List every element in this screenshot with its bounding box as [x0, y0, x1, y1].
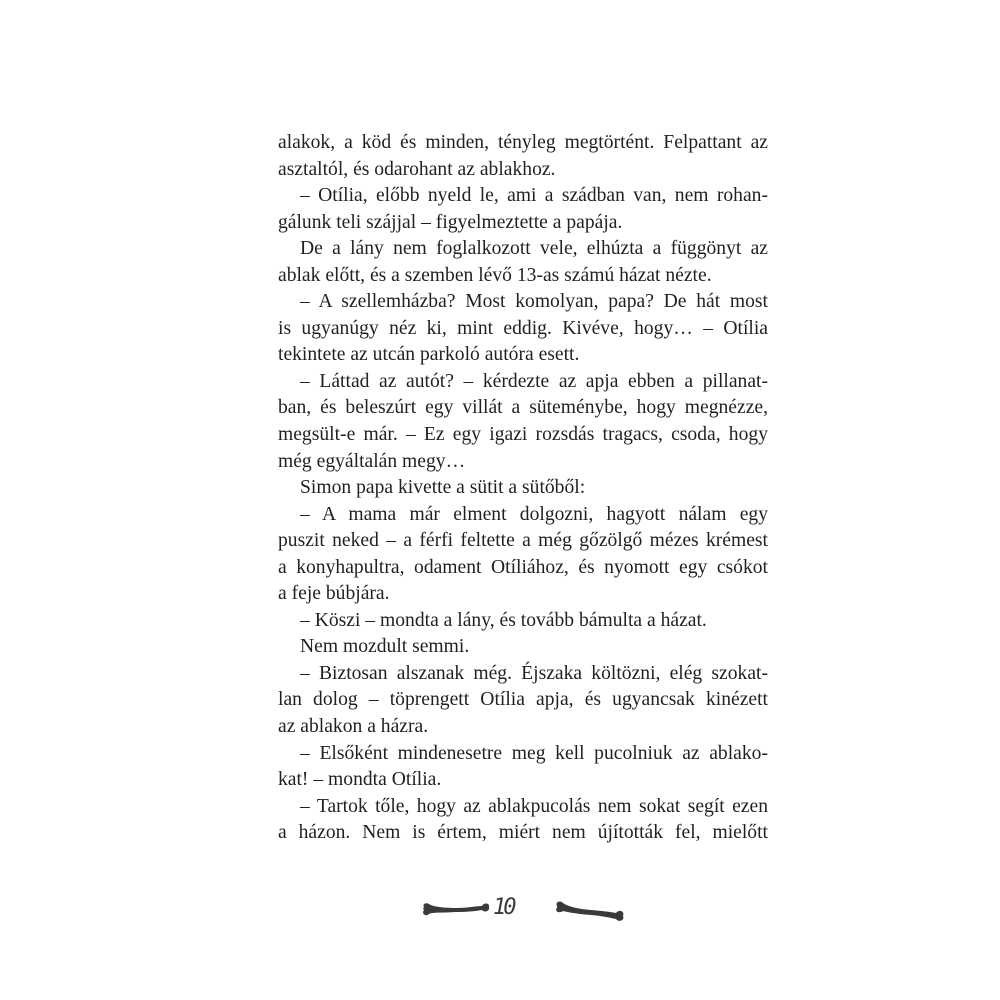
- text-line: – Köszi – mondta a lány, és tovább bámulta a házat.: [300, 609, 707, 631]
- text-line: megsült-e már. – Ez egy igazi rozsdás tragacs, csoda, hogy: [278, 424, 768, 446]
- page-footer: [0, 892, 1000, 932]
- text-line: – A szellemházba? Most komolyan, papa? De hát most: [300, 291, 768, 313]
- text-line: ban, és beleszúrt egy villát a süteménybe, hogy megnézze,: [278, 397, 768, 419]
- text-line: a házon. Nem is értem, miért nem újították fel, mielőtt: [278, 822, 768, 844]
- bone-icon: [553, 898, 627, 926]
- text-line: – Biztosan alszanak még. Éjszaka költözni, elég szokat-: [300, 662, 768, 684]
- text-line: lan dolog – töprengett Otília apja, és ugyancsak kinézett: [278, 689, 768, 711]
- text-line: tekintete az utcán parkoló autóra esett.: [278, 344, 580, 366]
- page-number: 10: [493, 895, 514, 920]
- text-line: – A mama már elment dolgozni, hagyott nálam egy: [300, 503, 768, 525]
- text-line: kat! – mondta Otília.: [278, 769, 442, 791]
- text-line: a feje búbjára.: [278, 583, 390, 605]
- text-line: – Otília, előbb nyeld le, ami a szádban van, nem rohan-: [300, 185, 768, 207]
- text-line: puszit neked – a férfi feltette a még gőzölgő mézes krémest: [278, 530, 768, 552]
- text-line: – Elsőként mindenesetre meg kell pucolniuk az ablako-: [300, 742, 768, 764]
- text-line: asztaltól, és odarohant az ablakhoz.: [278, 158, 556, 180]
- text-line: az ablakon a házra.: [278, 716, 429, 738]
- text-line: is ugyanúgy néz ki, mint eddig. Kivéve, hogy… – Otília: [278, 317, 768, 339]
- text-line: ablak előtt, és a szemben lévő 13-as számú házat nézte.: [278, 264, 712, 286]
- text-line: Nem mozdult semmi.: [300, 636, 470, 658]
- body-text: [278, 130, 768, 847]
- text-line: gálunk teli szájjal – figyelmeztette a papája.: [278, 211, 623, 233]
- text-line: – Tartok tőle, hogy az ablakpucolás nem sokat segít ezen: [300, 795, 768, 817]
- text-line: még egyáltalán megy…: [278, 450, 466, 472]
- text-line: De a lány nem foglalkozott vele, elhúzta a függönyt az: [300, 238, 768, 260]
- text-line: Simon papa kivette a sütit a sütőből:: [300, 477, 586, 499]
- text-line: – Láttad az autót? – kérdezte az apja ebben a pillanat-: [300, 370, 768, 392]
- bone-icon: [420, 898, 492, 920]
- text-line: alakok, a köd és minden, tényleg megtörtént. Felpattant az: [278, 132, 768, 153]
- text-line: a konyhapultra, odament Otíliához, és nyomott egy csókot: [278, 556, 768, 578]
